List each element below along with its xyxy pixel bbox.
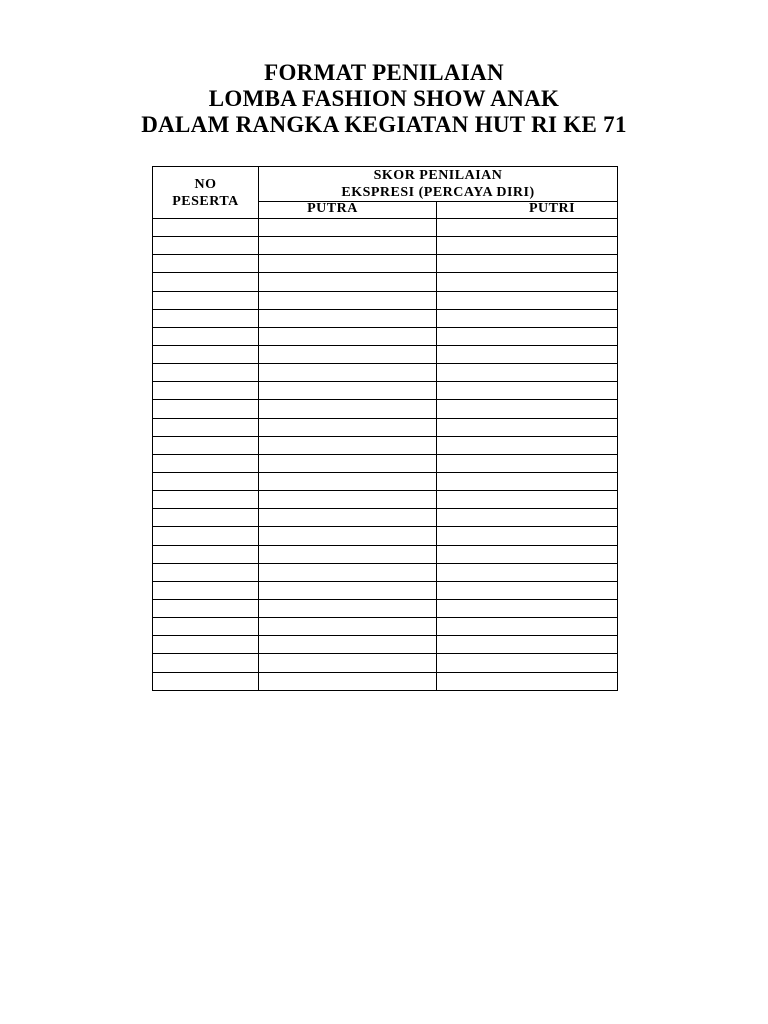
- cell-putra-score: [259, 364, 437, 382]
- cell-no-peserta: [153, 491, 259, 509]
- cell-putra-score: [259, 255, 437, 273]
- cell-putra-score: [259, 309, 437, 327]
- header-peserta-label: PESERTA: [172, 193, 239, 209]
- cell-putri-score: [437, 219, 618, 237]
- cell-putri-score: [437, 545, 618, 563]
- cell-putri-score: [437, 636, 618, 654]
- cell-no-peserta: [153, 527, 259, 545]
- cell-putri-score: [437, 237, 618, 255]
- table-row: [153, 291, 618, 309]
- cell-putri-score: [437, 382, 618, 400]
- table-row: [153, 255, 618, 273]
- table-row: [153, 618, 618, 636]
- cell-no-peserta: [153, 581, 259, 599]
- table-row: [153, 527, 618, 545]
- table-row: [153, 219, 618, 237]
- cell-no-peserta: [153, 654, 259, 672]
- table-row: [153, 545, 618, 563]
- cell-no-peserta: [153, 364, 259, 382]
- table-row: [153, 382, 618, 400]
- cell-no-peserta: [153, 309, 259, 327]
- cell-putri-score: [437, 527, 618, 545]
- cell-no-peserta: [153, 219, 259, 237]
- table-row: [153, 636, 618, 654]
- cell-putri-score: [437, 400, 618, 418]
- cell-no-peserta: [153, 237, 259, 255]
- header-putri: [437, 202, 618, 219]
- cell-putra-score: [259, 327, 437, 345]
- cell-no-peserta: [153, 599, 259, 617]
- header-skor-label: SKOR PENILAIAN: [373, 168, 503, 183]
- table-row: [153, 472, 618, 490]
- cell-putra-score: [259, 636, 437, 654]
- score-table-body: [153, 219, 618, 691]
- cell-putra-score: [259, 237, 437, 255]
- table-row: [153, 327, 618, 345]
- title-line-1: FORMAT PENILAIAN: [264, 60, 504, 85]
- cell-no-peserta: [153, 255, 259, 273]
- header-no-label: NO: [194, 176, 217, 192]
- cell-putri-score: [437, 436, 618, 454]
- cell-putra-score: [259, 545, 437, 563]
- cell-no-peserta: [153, 472, 259, 490]
- cell-no-peserta: [153, 454, 259, 472]
- table-row: [153, 273, 618, 291]
- table-row: [153, 418, 618, 436]
- cell-putri-score: [437, 472, 618, 490]
- cell-putri-score: [437, 581, 618, 599]
- table-row: [153, 563, 618, 581]
- cell-putra-score: [259, 436, 437, 454]
- header-ekspresi-label: EKSPRESI (PERCAYA DIRI): [341, 185, 535, 200]
- table-row: [153, 345, 618, 363]
- table-row: [153, 491, 618, 509]
- score-table: [152, 166, 618, 691]
- cell-putri-score: [437, 491, 618, 509]
- cell-putra-score: [259, 382, 437, 400]
- cell-putri-score: [437, 255, 618, 273]
- cell-putri-score: [437, 509, 618, 527]
- table-row: [153, 237, 618, 255]
- cell-putra-score: [259, 509, 437, 527]
- cell-no-peserta: [153, 545, 259, 563]
- cell-putri-score: [437, 364, 618, 382]
- cell-putra-score: [259, 599, 437, 617]
- cell-putri-score: [437, 291, 618, 309]
- table-row: [153, 509, 618, 527]
- cell-no-peserta: [153, 436, 259, 454]
- cell-no-peserta: [153, 291, 259, 309]
- header-putra: [259, 202, 437, 219]
- cell-putra-score: [259, 454, 437, 472]
- table-row: [153, 309, 618, 327]
- cell-putri-score: [437, 599, 618, 617]
- cell-putra-score: [259, 654, 437, 672]
- table-row: [153, 654, 618, 672]
- cell-putra-score: [259, 563, 437, 581]
- cell-putra-score: [259, 291, 437, 309]
- cell-putra-score: [259, 618, 437, 636]
- table-row: [153, 436, 618, 454]
- cell-putra-score: [259, 527, 437, 545]
- cell-no-peserta: [153, 509, 259, 527]
- cell-no-peserta: [153, 563, 259, 581]
- cell-putra-score: [259, 472, 437, 490]
- cell-no-peserta: [153, 327, 259, 345]
- cell-putri-score: [437, 345, 618, 363]
- cell-putra-score: [259, 273, 437, 291]
- table-row: [153, 672, 618, 690]
- header-no-peserta: [153, 167, 259, 219]
- cell-putra-score: [259, 400, 437, 418]
- table-row: [153, 364, 618, 382]
- cell-putri-score: [437, 618, 618, 636]
- header-putra-label: PUTRA: [307, 201, 358, 216]
- cell-no-peserta: [153, 400, 259, 418]
- cell-putra-score: [259, 219, 437, 237]
- table-row: [153, 400, 618, 418]
- header-putri-label: PUTRI: [528, 201, 576, 216]
- cell-putra-score: [259, 581, 437, 599]
- title-line-2: LOMBA FASHION SHOW ANAK: [208, 86, 560, 111]
- cell-putri-score: [437, 273, 618, 291]
- cell-putri-score: [437, 654, 618, 672]
- cell-putri-score: [437, 454, 618, 472]
- cell-putra-score: [259, 491, 437, 509]
- cell-no-peserta: [153, 418, 259, 436]
- table-row: [153, 454, 618, 472]
- cell-putri-score: [437, 327, 618, 345]
- cell-no-peserta: [153, 273, 259, 291]
- cell-no-peserta: [153, 672, 259, 690]
- cell-putri-score: [437, 418, 618, 436]
- cell-putra-score: [259, 345, 437, 363]
- cell-putri-score: [437, 672, 618, 690]
- cell-putri-score: [437, 309, 618, 327]
- cell-putra-score: [259, 672, 437, 690]
- title-line-3: DALAM RANGKA KEGIATAN HUT RI KE 71: [141, 112, 627, 137]
- cell-no-peserta: [153, 382, 259, 400]
- table-row: [153, 599, 618, 617]
- cell-no-peserta: [153, 636, 259, 654]
- document-title: [0, 60, 768, 138]
- cell-putra-score: [259, 418, 437, 436]
- cell-no-peserta: [153, 345, 259, 363]
- table-row: [153, 581, 618, 599]
- cell-no-peserta: [153, 618, 259, 636]
- cell-putri-score: [437, 563, 618, 581]
- header-skor-penilaian: [259, 167, 618, 202]
